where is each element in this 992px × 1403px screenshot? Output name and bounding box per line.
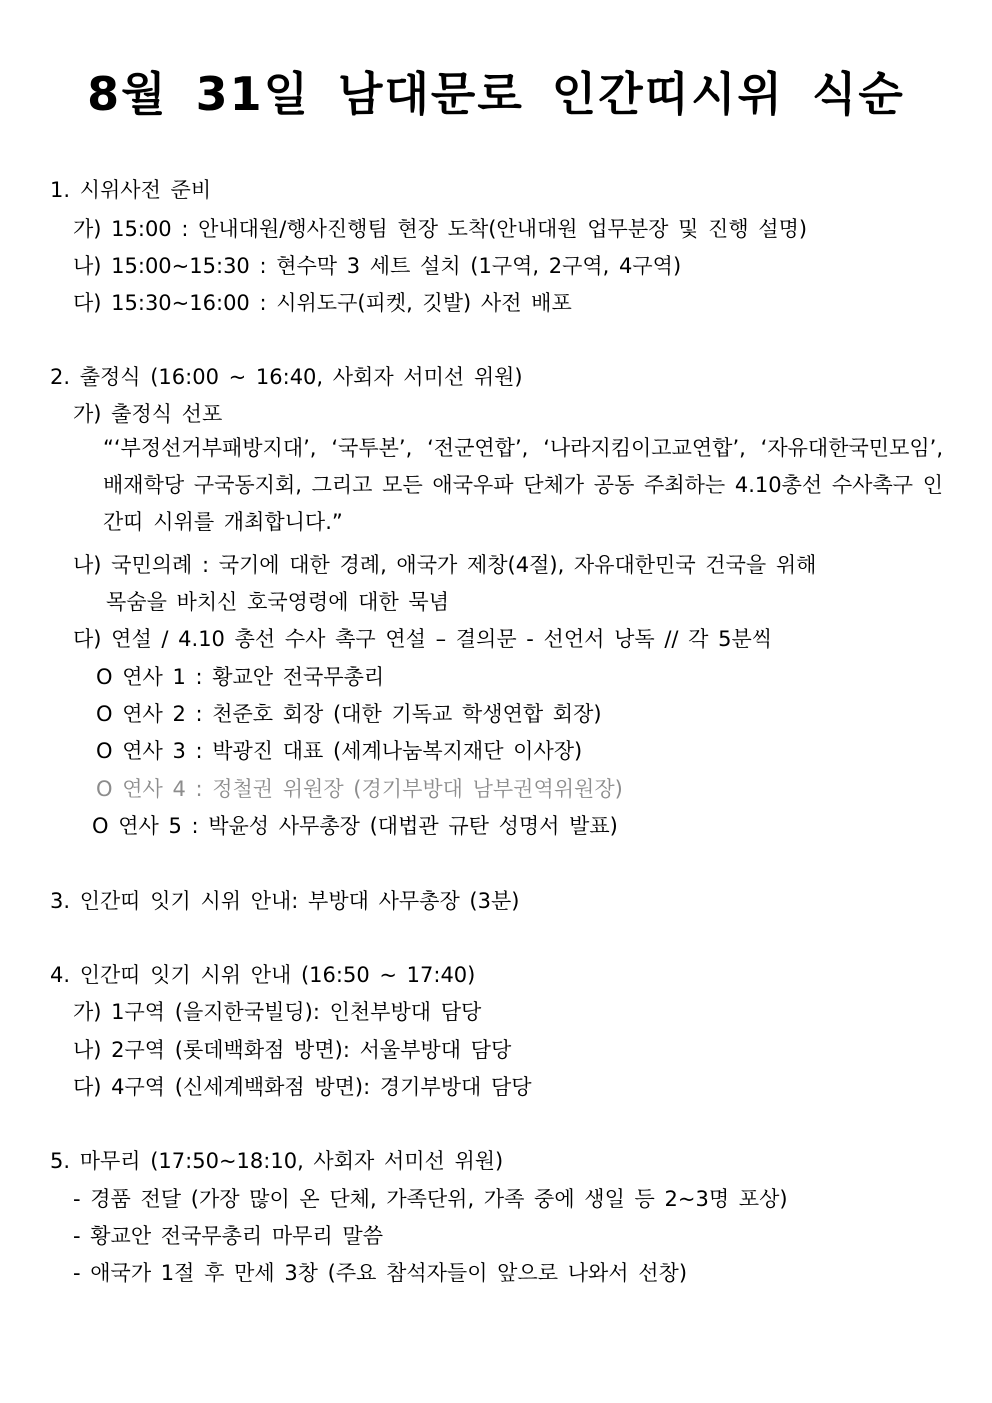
section-2-heading: 2. 출정식 (16:00 ~ 16:40, 사회자 서미선 위원) (50, 365, 523, 389)
proclamation-text: “‘부정선거부패방지대’, ‘국투본’, ‘전군연합’, ‘나라지킴이고교연합’, ‘자유대한국민모임’, 배재학당 구국동지회, 그리고 모든 애국우파 단체가 공동 주최하는 4.10총선 수사촉구 인간띠 시위를 개최합니다.” (103, 436, 943, 534)
section-2-item-b-continued: 목숨을 바치신 호국영령에 대한 묵념 (106, 590, 449, 614)
section-2-item-c: 다) 연설 / 4.10 총선 수사 촉구 연설 – 결의문 - 선언서 낭독 // 각 5분씩 (73, 627, 773, 651)
speaker-item: O 연사 3 : 박광진 대표 (세계나눔복지재단 이사장) (96, 739, 583, 763)
section-1-item: 다) 15:30~16:00 : 시위도구(피켓, 깃발) 사전 배포 (73, 291, 572, 315)
speaker-item: O 연사 2 : 천준호 회장 (대한 기독교 학생연합 회장) (96, 702, 602, 726)
section-3-heading: 3. 인간띠 잇기 시위 안내: 부방대 사무총장 (3분) (50, 889, 520, 913)
section-4-item: 나) 2구역 (롯데백화점 방면): 서울부방대 담당 (73, 1038, 512, 1062)
section-1-item: 나) 15:00~15:30 : 현수막 3 세트 설치 (1구역, 2구역, 4구역) (73, 254, 682, 278)
section-5-heading: 5. 마무리 (17:50~18:10, 사회자 서미선 위원) (50, 1149, 504, 1173)
section-4-heading: 4. 인간띠 잇기 시위 안내 (16:50 ~ 17:40) (50, 963, 476, 987)
speaker-item: O 연사 5 : 박윤성 사무총장 (대법관 규탄 성명서 발표) (92, 814, 618, 838)
section-1-item: 가) 15:00 : 안내대원/행사진행팀 현장 도착(안내대원 업무분장 및 진행 설명) (73, 217, 808, 241)
page-title: 8월 31일 남대문로 인간띠시위 식순 (87, 67, 905, 121)
section-4-item: 다) 4구역 (신세계백화점 방면): 경기부방대 담당 (73, 1075, 532, 1099)
section-5-item: - 애국가 1절 후 만세 3창 (주요 참석자들이 앞으로 나와서 선창) (73, 1261, 688, 1285)
section-5-item: - 경품 전달 (가장 많이 온 단체, 가족단위, 가족 중에 생일 등 2~3명 포상) (73, 1187, 788, 1211)
speaker-item: O 연사 1 : 황교안 전국무총리 (96, 665, 385, 689)
section-2-item-a: 가) 출정식 선포 (73, 402, 223, 426)
section-1-heading: 1. 시위사전 준비 (50, 178, 212, 202)
section-2-item-b: 나) 국민의례 : 국기에 대한 경례, 애국가 제창(4절), 자유대한민국 건국을 위해 (73, 553, 817, 577)
speaker-item-dimmed: O 연사 4 : 정철권 위원장 (경기부방대 남부권역위원장) (96, 777, 623, 801)
section-5-item: - 황교안 전국무총리 마무리 말씀 (73, 1224, 383, 1248)
section-4-item: 가) 1구역 (을지한국빌딩): 인천부방대 담당 (73, 1000, 482, 1024)
